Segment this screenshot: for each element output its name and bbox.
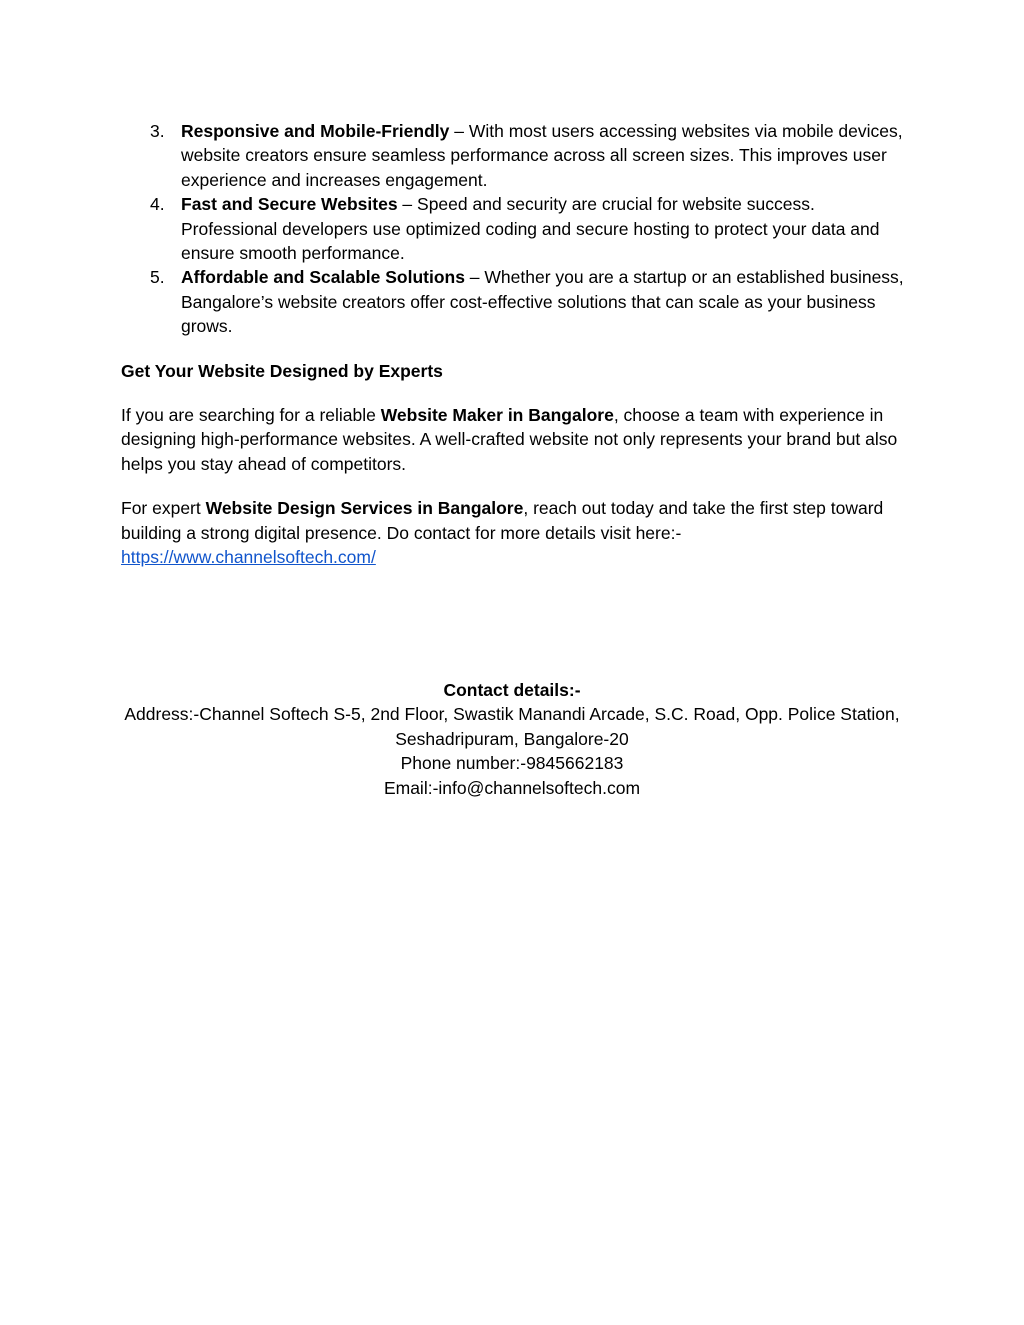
feature-title: Affordable and Scalable Solutions (181, 267, 465, 288)
contact-phone: Phone number:-9845662183 (400, 753, 624, 774)
paragraph-bold: Website Maker in Bangalore (380, 405, 614, 426)
feature-text: – Whether you are a startup or an established business, Bangalore’s website creators offer cost-effective solutions that can scale as your business grows. (181, 267, 904, 337)
feature-list (121, 119, 911, 339)
contact-title: Contact details:- (443, 680, 581, 700)
list-number: 4. (150, 194, 165, 215)
list-number: 3. (150, 121, 165, 141)
paragraph-website-maker (121, 403, 911, 476)
list-number: 5. (150, 267, 165, 288)
list-item (121, 119, 911, 192)
feature-title: Fast and Secure Websites (181, 194, 398, 215)
feature-text: – With most users accessing websites via mobile devices, website creators ensure seamless performance across all screen sizes. This improves user experience and increases engagement. (181, 121, 903, 190)
feature-text: – Speed and security are crucial for website success. Professional developers use optimized coding and secure hosting to protect your data and ensure smooth performance. (181, 194, 880, 264)
list-item (121, 192, 911, 265)
section-heading: Get Your Website Designed by Experts (121, 360, 443, 381)
paragraph-text: For expert (121, 498, 206, 519)
feature-title: Responsive and Mobile-Friendly (181, 121, 450, 141)
paragraph-text: , reach out today and take the first step toward building a strong digital presence. Do contact for more details visit here:- (121, 498, 884, 543)
paragraph-text: If you are searching for a reliable (121, 405, 381, 426)
document-body (121, 119, 911, 570)
contact-address: Address:-Channel Softech S-5, 2nd Floor, Swastik Manandi Arcade, S.C. Road, Opp. Police Station, Seshadripuram, Bangalore-20 (124, 704, 900, 749)
contact-email: Email:-info@channelsoftech.com (383, 777, 641, 798)
website-link[interactable]: https://www.channelsoftech.com/ (121, 547, 376, 568)
paragraph-bold: Website Design Services in Bangalore (205, 498, 524, 519)
list-item (121, 265, 911, 338)
paragraph-text: , choose a team with experience in designing high-performance websites. A well-crafted website not only represents your brand but also helps you stay ahead of competitors. (121, 405, 898, 474)
paragraph-design-services (121, 496, 911, 569)
contact-block (100, 678, 924, 800)
